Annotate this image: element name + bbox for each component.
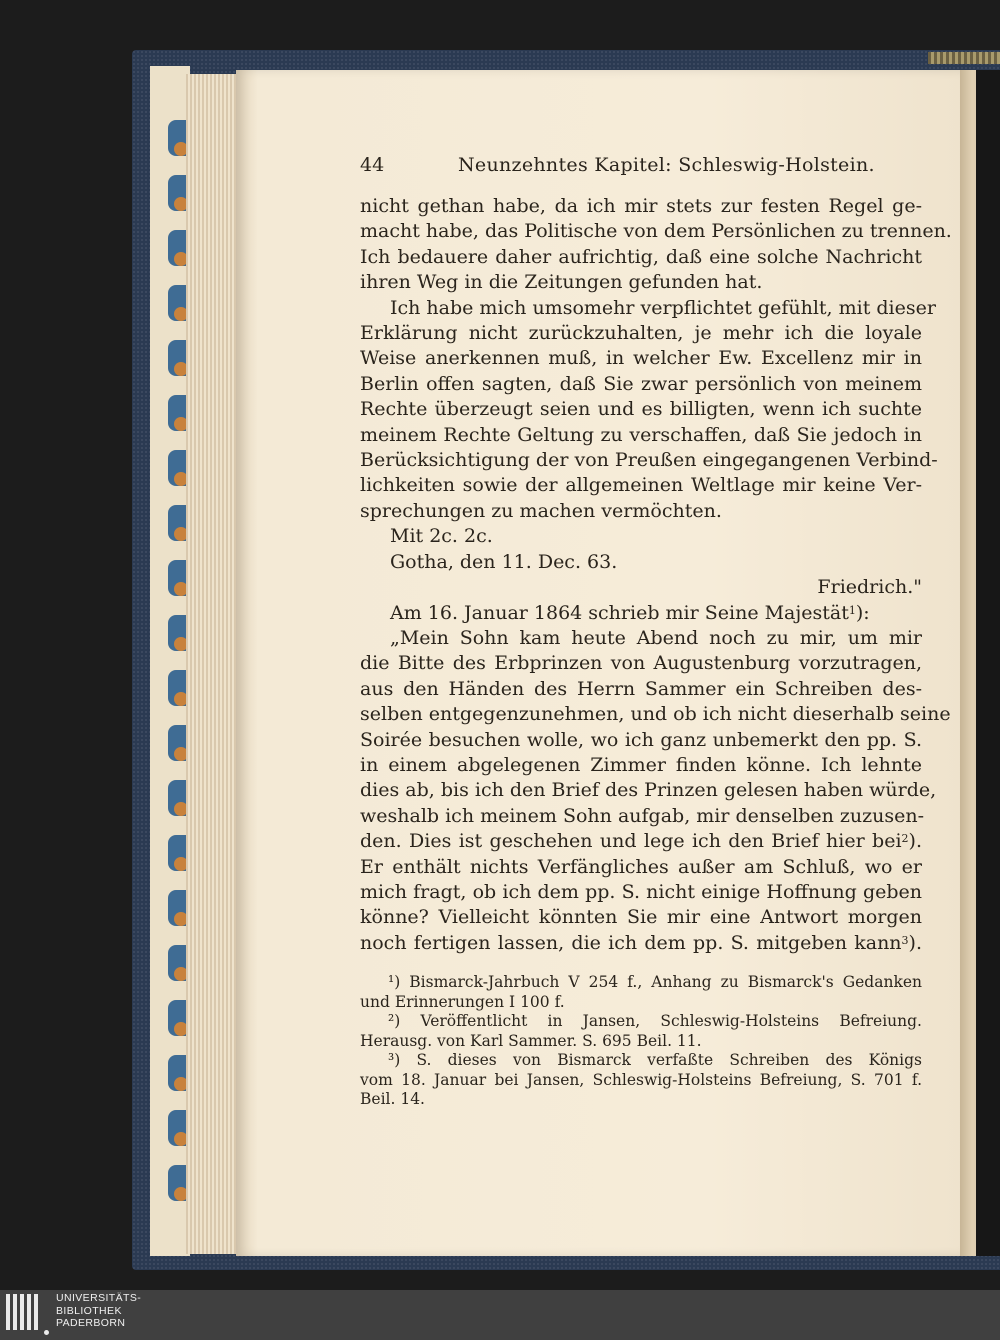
page-text-column [360,150,952,1110]
footnote-marker: 2 [901,832,909,846]
text-line: Mit 2c. 2c. [390,525,493,548]
footnote-line: vom 18. Januar bei Jansen, Schleswig-Holsteins Befreiung, S. 701 f. [360,1070,922,1089]
text-segment: den. Dies ist geschehen und lege ich den Brief hier bei [360,830,902,853]
text-line: Weise anerkennen muß, in welcher Ew. Excellenz mir in [360,347,922,370]
text-line: meinem Rechte Geltung zu verschaffen, daß Sie jedoch in [360,423,922,446]
quote-text [360,626,951,829]
page-edges [186,74,238,1254]
text-line [360,931,922,956]
running-head [360,150,922,180]
endpaper-ornament [168,1110,186,1146]
footnote-marker: 3 [901,933,909,947]
footnote-line: ³) S. dieses von Bismarck verfaßte Schreiben des Königs [388,1051,922,1070]
footnote-line: ¹) Bismarck-Jahrbuch V 254 f., Anhang zu Bismarck's Gedanken [388,973,922,992]
body-text [360,194,952,956]
text-line: nicht gethan habe, da ich mir stets zur festen Regel ge- [360,195,922,217]
endpaper-ornament [168,560,186,596]
endpaper-ornament [168,120,186,156]
quote-intro-line [360,601,922,626]
footnote-line: Beil. 14. [360,1090,425,1109]
text-line: Ich habe mich umsomehr verpflichtet gefühlt, mit dieser [390,296,936,319]
footnotes [360,973,922,1110]
endpaper-ornament [168,175,186,211]
endpaper-ornament [168,1000,186,1036]
footnote-line: und Erinnerungen I 100 f. [360,992,565,1011]
text-segment: ). [908,830,922,853]
endpaper-ornament [168,450,186,486]
text-segment: ). [908,931,922,954]
quote-text-continued [360,855,922,931]
footnote-marker: 1 [848,603,856,617]
text-line: Ich bedauere daher aufrichtig, daß eine solche Nachricht [360,245,922,268]
text-line: Soirée besuchen wolle, wo ich ganz unbemerkt den pp. S. [360,728,922,751]
logo-line: BIBLIOTHEK [56,1304,122,1317]
text-line: Rechte überzeugt seien und es billigten, wenn ich suchte [360,398,922,421]
endpaper-ornament [168,835,186,871]
text-line: die Bitte des Erbprinzen von Augustenburg vorzutragen, [360,652,922,675]
letter-text [360,194,952,601]
text-line: ihren Weg in die Zeitungen gefunden hat. [360,271,763,294]
text-segment: noch fertigen lassen, die ich dem pp. S. mitgeben kann [360,931,902,954]
book-spine [928,52,1000,64]
endpaper-ornament [168,615,186,651]
footnote-separator [360,968,922,969]
footnote-line: Herausg. von Karl Sammer. S. 695 Beil. 11. [360,1031,702,1050]
dark-background [976,70,1000,1256]
library-logo-text [56,1292,141,1330]
endpaper-ornament [168,780,186,816]
library-logo-icon [6,1294,46,1336]
footnote-line: ²) Veröffentlicht in Jansen, Schleswig-Holsteins Befreiung. [388,1012,922,1031]
text-line: Er enthält nichts Verfängliches außer am Schluß, wo er [360,855,922,878]
page-number: 44 [360,154,385,176]
endpaper-ornament [168,890,186,926]
endpaper-ornament [168,1055,186,1091]
text-line: Erklärung nicht zurückzuhalten, je mehr ich die loyale [360,322,922,345]
text-line: weshalb ich meinem Sohn aufgab, mir denselben zuzusen- [360,804,925,827]
text-line: Friedrich." [817,576,922,599]
chapter-title: Neunzehntes Kapitel: Schleswig-Holstein. [458,154,875,176]
text-line: mich fragt, ob ich dem pp. S. nicht einige Hoffnung geben [360,880,922,903]
endpaper-ornament [168,285,186,321]
text-line: in einem abgelegenen Zimmer finden könne. Ich lehnte [360,753,922,776]
logo-line: PADERBORN [56,1317,126,1329]
endpaper-ornament [168,230,186,266]
endpaper-ornament [168,1165,186,1201]
text-line: dies ab, bis ich den Brief des Prinzen gelesen haben würde, [360,779,937,802]
quote-intro-end: ): [855,601,870,624]
text-line: Berücksichtigung der von Preußen eingegangenen Verbind- [360,449,938,472]
endpaper-ornament [168,505,186,541]
text-line [360,829,922,854]
endpaper-ornament [168,340,186,376]
text-line: Berlin offen sagten, daß Sie zwar persönlich von meinem [360,372,922,395]
footnote [360,1051,922,1110]
text-line: sprechungen zu machen vermöchten. [360,499,722,522]
text-line: macht habe, das Politische von dem Persönlichen zu trennen. [360,220,952,243]
library-footer [0,1290,1000,1340]
text-line: selben entgegenzunehmen, und ob ich nicht dieserhalb seine [360,703,951,726]
text-line: aus den Händen des Herrn Sammer ein Schreiben des- [360,677,922,700]
text-line: „Mein Sohn kam heute Abend noch zu mir, um mir [390,626,922,649]
footnote [360,973,922,1012]
logo-line: UNIVERSITÄTS- [56,1292,142,1304]
text-line: lichkeiten sowie der allgemeinen Weltlage mir keine Ver- [360,474,922,497]
text-line: könne? Vielleicht könnten Sie mir eine Antwort morgen [360,906,922,929]
footnote [360,1012,922,1051]
endpaper-ornament [168,395,186,431]
endpaper-ornament [168,725,186,761]
endpaper-ornament [168,670,186,706]
endpaper-ornament [168,945,186,981]
quote-intro-text: Am 16. Januar 1864 schrieb mir Seine Majestät [390,601,849,624]
text-line: Gotha, den 11. Dec. 63. [390,550,618,573]
